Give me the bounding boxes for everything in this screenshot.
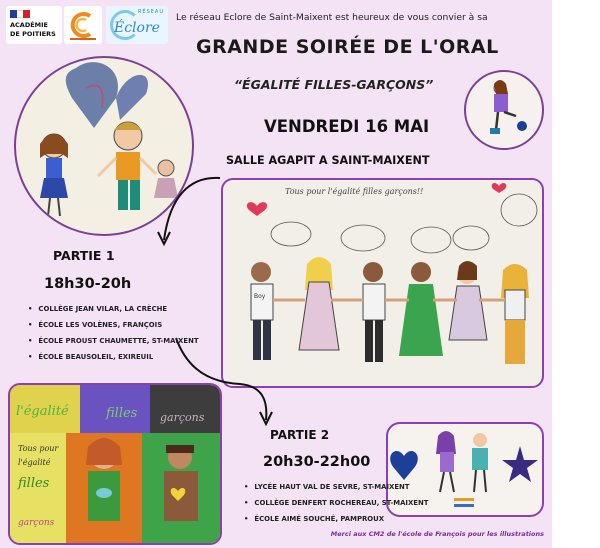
list-item: • ÉCOLE PROUST CHAUMETTE, ST-MAIXENT — [28, 337, 199, 353]
bl-word-2: filles — [106, 406, 138, 421]
french-flag-icon — [10, 10, 30, 18]
mid-drawing-caption: Tous pour l'égalité filles garçons!! — [285, 187, 424, 196]
bl-word-5: l'égalité — [18, 458, 51, 467]
colorful-drawing-panel — [8, 383, 222, 545]
bl-word-6: filles — [18, 476, 50, 491]
part2-title: PARTIE 2 — [270, 428, 330, 442]
figure-6 — [501, 264, 529, 364]
part2-time: 20h30-22h00 — [263, 454, 371, 470]
academie-line1: ACADÉMIE — [10, 21, 48, 29]
star-icon — [502, 446, 538, 482]
event-subtitle: “ÉGALITÉ FILLES-GARÇONS” — [234, 77, 434, 92]
page-margin — [552, 0, 600, 548]
part1-title: PARTIE 1 — [53, 248, 115, 263]
heart-icon — [390, 451, 418, 480]
bl-word-7: garçons — [18, 518, 55, 528]
list-item: • COLLÈGE DENFERT ROCHEREAU, ST-MAIXENT — [244, 499, 428, 515]
eclore-logo — [106, 6, 168, 44]
figure-4 — [399, 262, 443, 356]
list-item: • ÉCOLE LES VOLÈNES, FRANÇOIS — [28, 321, 199, 337]
list-item: • ÉCOLE BEAUSOLEIL, EXIREUIL — [28, 353, 199, 369]
figure-2 — [299, 257, 339, 350]
arrow-head-2 — [260, 412, 272, 424]
figure-3 — [363, 262, 385, 362]
children-drawing-circle — [14, 56, 194, 236]
football-girl-circle — [464, 70, 544, 150]
bl-word-3: garçons — [160, 411, 205, 424]
academie-line2: DE POITIERS — [10, 30, 56, 38]
intro-text: Le réseau Eclore de Saint-Maixent est heureux de vous convier à sa — [176, 12, 488, 23]
bl-word-1: l'égalité — [16, 404, 69, 419]
academie-poitiers-logo — [6, 6, 62, 44]
event-date: VENDREDI 16 MAI — [264, 117, 430, 136]
boy-shirt-label: Boy — [254, 293, 266, 300]
part1-time: 18h30-20h — [44, 276, 132, 292]
list-item: • COLLÈGE JEAN VILAR, LA CRÈCHE — [28, 305, 199, 321]
event-title: GRANDE SOIRÉE DE L'ORAL — [196, 36, 499, 58]
c-logo-icon — [64, 6, 102, 44]
part2-school-list — [244, 483, 428, 531]
list-item: • ÉCOLE AIMÉ SOUCHÉ, PAMPROUX — [244, 515, 428, 531]
list-item: • LYCÉE HAUT VAL DE SEVRE, ST-MAIXENT — [244, 483, 428, 499]
figure-1 — [251, 262, 273, 360]
eclore-word: Éclore — [114, 20, 160, 36]
illustration-credit: Merci aux CM2 de l'école de François pour les illustrations — [330, 530, 544, 538]
eclore-reseau-label: RÉSEAU — [137, 9, 164, 15]
part1-school-list — [28, 305, 199, 369]
arrow-head-1 — [158, 232, 170, 244]
equality-drawing-panel — [221, 178, 544, 388]
bl-word-4: Tous pour — [18, 444, 59, 453]
event-venue: SALLE AGAPIT A SAINT-MAIXENT — [226, 154, 430, 167]
